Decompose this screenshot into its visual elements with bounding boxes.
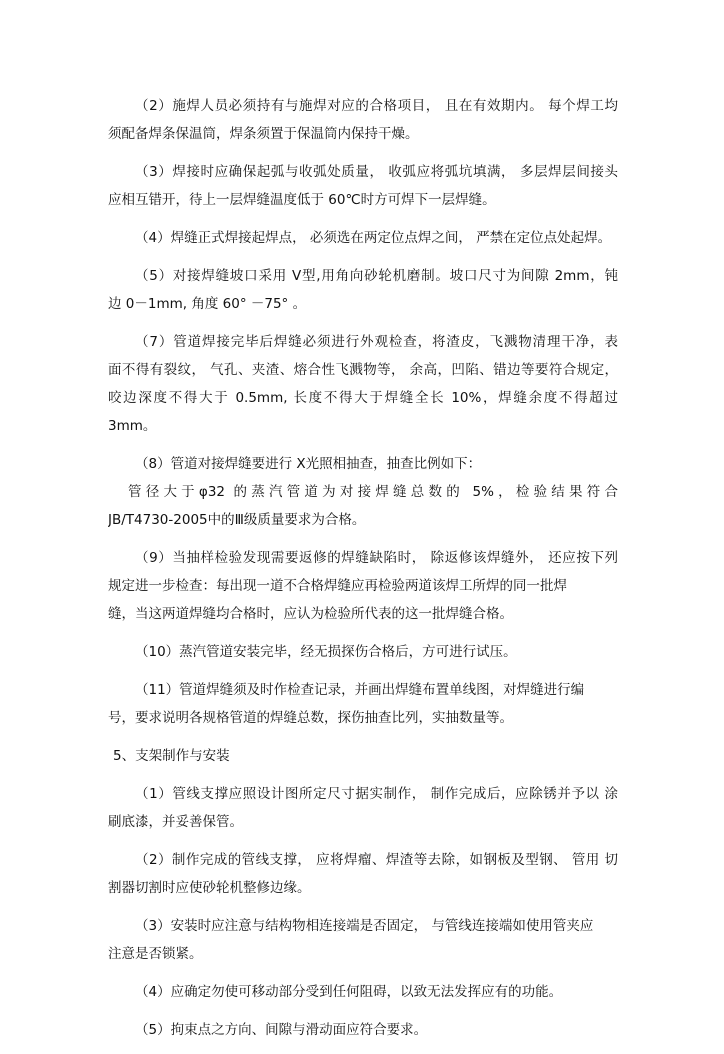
text-line: 面不得有裂纹， 气孔、夹渣、熔合性飞溅物等， 余高，凹陷、错边等要符合规定， [108, 362, 618, 378]
text-line: 管径大于φ32 的蒸汽管道为对接焊缝总数的 5%，检验结果符合 [128, 484, 618, 500]
text-line: 割器切割时应使砂轮机整修边缘。 [108, 880, 311, 896]
paragraph-support-finishing [108, 846, 618, 902]
paragraph-support-fabrication [108, 780, 618, 836]
paragraph-arc-quality [108, 158, 618, 214]
paragraph-weld-records [108, 676, 618, 732]
text-line: （11）管道焊缝须及时作检查记录，并画出焊缝布置单线图，对焊缝进行编 [135, 682, 585, 698]
text-line: （3）安装时应注意与结构物相连接端是否固定， 与管线连接端如使用管夹应 [135, 918, 594, 934]
paragraph-visual-inspection [108, 328, 618, 440]
text-line: 规定进一步检查：每出现一道不合格焊缝应再检验两道该焊工所焊的同一批焊 [108, 578, 567, 594]
section-title: 5、支架制作与安装 [113, 748, 230, 764]
paragraph-restraint-points [108, 1016, 618, 1044]
paragraph-movable-parts [108, 978, 618, 1006]
text-line: （9）当抽样检验发现需要返修的焊缝缺陷时， 除返修该焊缝外， 还应按下列 [135, 550, 618, 566]
paragraph-repair-check [108, 544, 618, 628]
text-line: 须配备焊条保温筒，焊条须置于保温筒内保持干燥。 [108, 126, 419, 142]
paragraph-xray-sampling [108, 450, 618, 534]
text-line: （4）焊缝正式焊接起焊点， 必须选在两定位点焊之间， 严禁在定位点处起焊。 [135, 230, 612, 246]
paragraph-support-install [108, 912, 618, 968]
paragraph-pressure-test [108, 638, 618, 666]
paragraph-welder-qualification [108, 92, 618, 148]
text-line: （8）管道对接焊缝要进行 X光照相抽查，抽查比例如下： [135, 456, 482, 472]
text-line: 缝，当这两道焊缝均合格时，应认为检验所代表的这一批焊缝合格。 [108, 606, 513, 622]
paragraph-groove [108, 262, 618, 318]
text-line: （5）对接焊缝坡口采用 V型,用角向砂轮机磨制。坡口尺寸为间隙 2mm，钝 [135, 268, 618, 284]
text-line: （3）焊接时应确保起弧与收弧处质量， 收弧应将弧坑填满， 多层焊层间接头 [135, 164, 618, 180]
text-line: 咬边深度不得大于 0.5mm, 长度不得大于焊缝全长 10%，焊缝余度不得超过 [108, 390, 618, 406]
text-line: （2）施焊人员必须持有与施焊对应的合格项目， 且在有效期内。 每个焊工均 [135, 98, 618, 114]
text-line: （7）管道焊接完毕后焊缝必须进行外观检查，将渣皮，飞溅物清理干净，表 [135, 334, 618, 350]
text-line: 边 0－1mm, 角度 60° －75° 。 [108, 296, 307, 312]
text-line: 刷底漆，并妥善保管。 [108, 814, 243, 830]
text-line: JB/T4730-2005中的Ⅲ级质量要求为合格。 [108, 512, 366, 528]
text-line: 注意是否锁紧。 [108, 946, 203, 962]
text-line: （5）拘束点之方向、间隙与滑动面应符合要求。 [135, 1022, 428, 1038]
section-heading-support [108, 742, 618, 770]
text-line: 3mm。 [108, 418, 157, 434]
text-line: （10）蒸汽管道安装完毕，经无损探伤合格后，方可进行试压。 [135, 644, 517, 660]
text-line: 号，要求说明各规格管道的焊缝总数，探伤抽查比列，实抽数量等。 [108, 710, 513, 726]
text-line: 应相互错开，待上一层焊缝温度低于 60℃时方可焊下一层焊缝。 [108, 192, 496, 208]
text-line: （1）管线支撑应照设计图所定尺寸据实制作， 制作完成后，应除锈并予以 涂 [135, 786, 618, 802]
text-line: （4）应确定勿使可移动部分受到任何阻碍，以致无法发挥应有的功能。 [135, 984, 563, 1000]
paragraph-weld-start-point [108, 224, 618, 252]
document-body [108, 92, 618, 1054]
text-line: （2）制作完成的管线支撑， 应将焊瘤、焊渣等去除，如钢板及型钢、 管用 切 [135, 852, 618, 868]
